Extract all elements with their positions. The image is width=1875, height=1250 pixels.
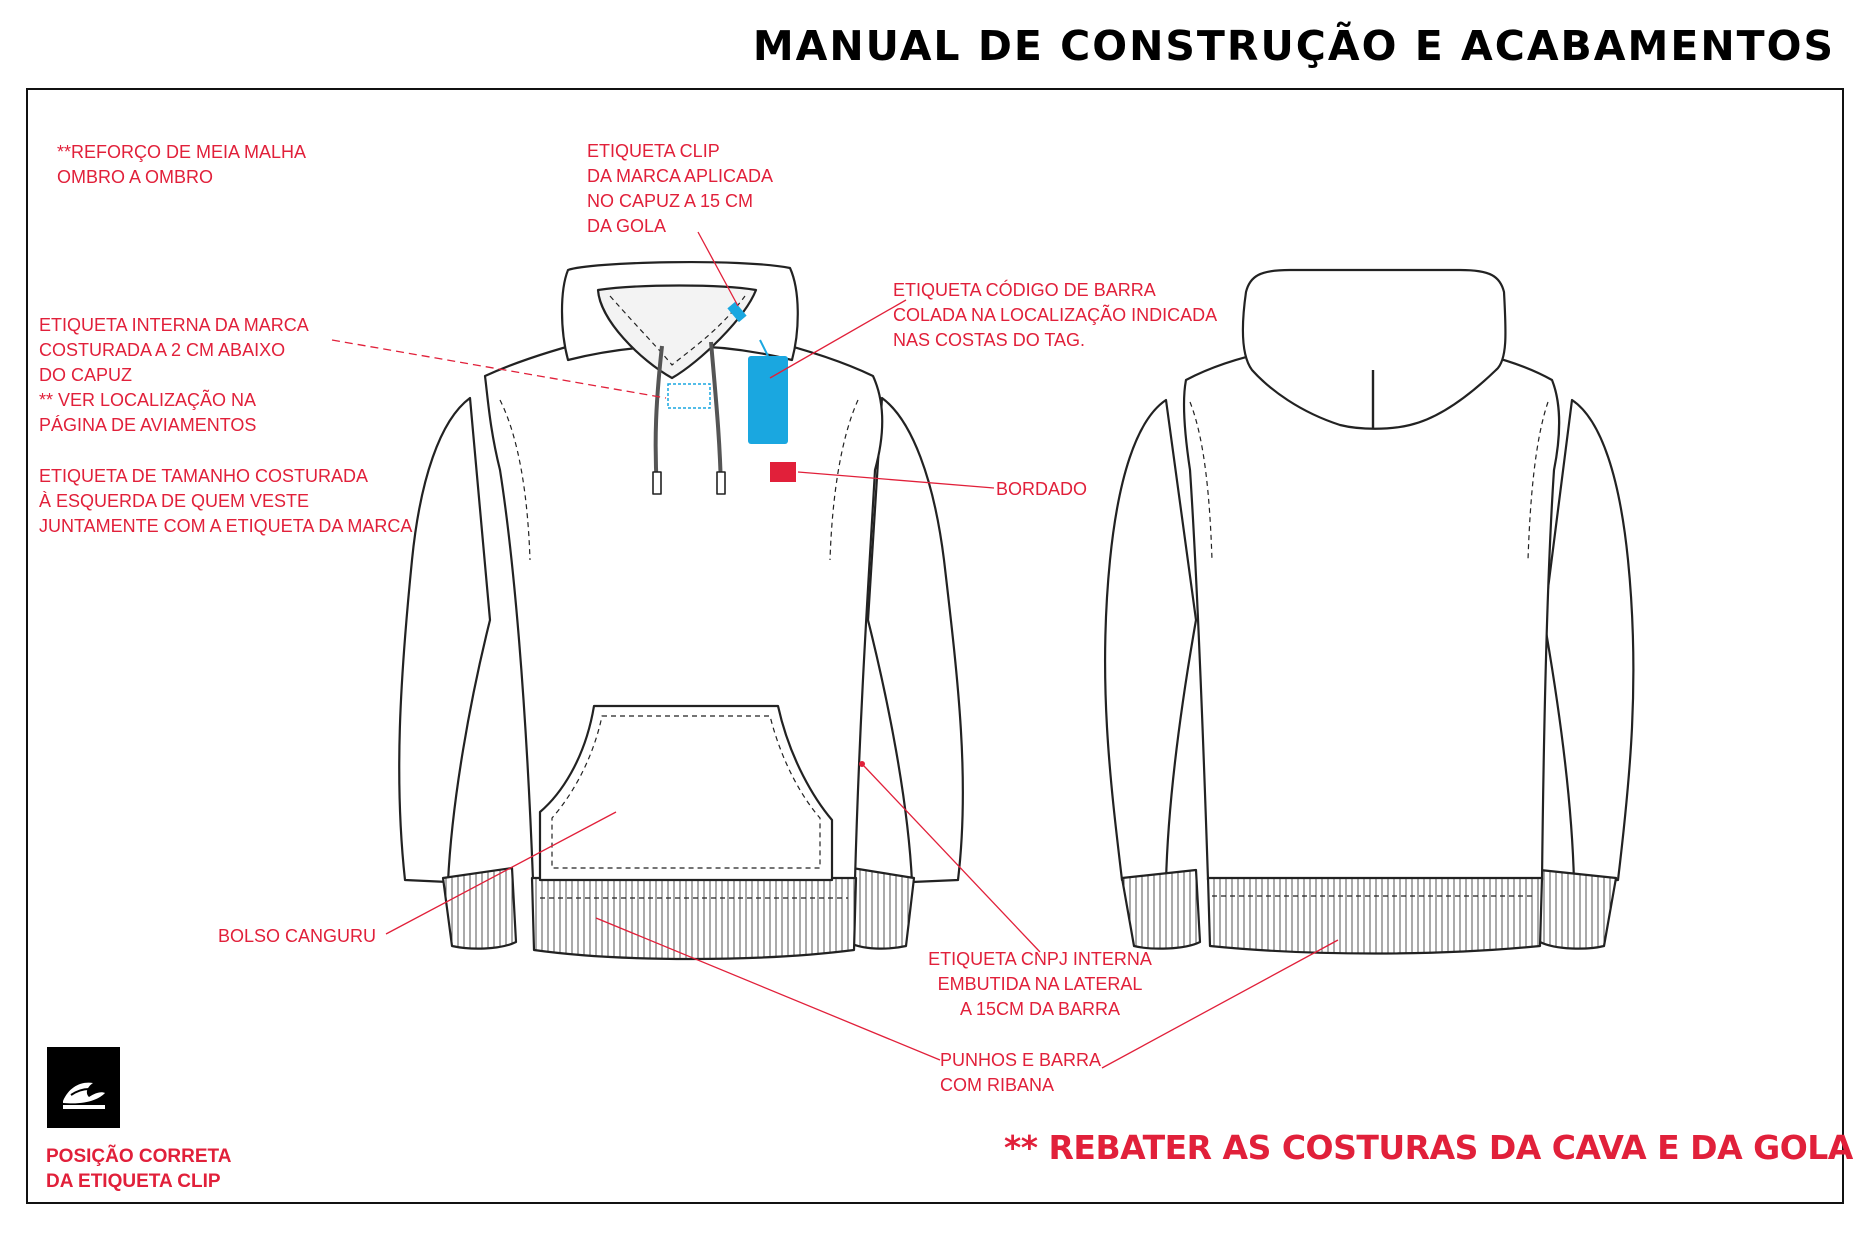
back-left-cuff bbox=[1122, 870, 1200, 949]
page-title: MANUAL DE CONSTRUÇÃO E ACABAMENTOS bbox=[752, 22, 1835, 70]
back-hem-rib bbox=[1208, 878, 1542, 954]
front-view bbox=[399, 262, 963, 959]
note-rebater-costuras: ** REBATER AS COSTURAS DA CAVA E DA GOLA bbox=[1004, 1128, 1853, 1167]
note-etiqueta-tamanho: ETIQUETA DE TAMANHO COSTURADA À ESQUERDA DE QUEM VESTE JUNTAMENTE COM A ETIQUETA DA MARCA bbox=[39, 466, 413, 536]
barcode-hang-tag bbox=[748, 356, 788, 444]
front-left-sleeve bbox=[399, 398, 490, 882]
brand-logo-wave-icon bbox=[47, 1047, 120, 1128]
back-right-cuff bbox=[1540, 870, 1616, 949]
front-right-sleeve bbox=[868, 398, 963, 882]
note-bolso-canguru: BOLSO CANGURU bbox=[218, 926, 377, 946]
note-cnpj: ETIQUETA CNPJ INTERNA EMBUTIDA NA LATERAL A 15CM DA BARRA bbox=[928, 949, 1152, 1019]
note-etiqueta-interna: ETIQUETA INTERNA DA MARCA COSTURADA A 2 CM ABAIXO DO CAPUZ ** VER LOCALIZAÇÃO NA PÁGINA DE AVIAMENTOS bbox=[39, 315, 309, 435]
note-etiqueta-clip: ETIQUETA CLIP DA MARCA APLICADA NO CAPUZ A 15 CM DA GOLA bbox=[587, 141, 774, 236]
embroidery-patch bbox=[770, 462, 796, 482]
back-left-sleeve bbox=[1105, 400, 1196, 882]
note-posicao-etiqueta-clip: POSIÇÃO CORRETA DA ETIQUETA CLIP bbox=[46, 1146, 232, 1192]
back-view bbox=[1105, 270, 1633, 954]
front-right-cuff bbox=[848, 868, 914, 949]
front-hem-rib bbox=[532, 878, 856, 959]
note-punhos-barra: PUNHOS E BARRA COM RIBANA bbox=[940, 1050, 1102, 1095]
note-codigo-barra: ETIQUETA CÓDIGO DE BARRA COLADA NA LOCALIZAÇÃO INDICADA NAS COSTAS DO TAG. bbox=[893, 280, 1218, 350]
note-reforco: **REFORÇO DE MEIA MALHA OMBRO A OMBRO bbox=[57, 142, 307, 187]
note-bordado: BORDADO bbox=[996, 479, 1088, 499]
back-right-sleeve bbox=[1544, 400, 1633, 882]
front-left-cuff bbox=[443, 868, 516, 949]
